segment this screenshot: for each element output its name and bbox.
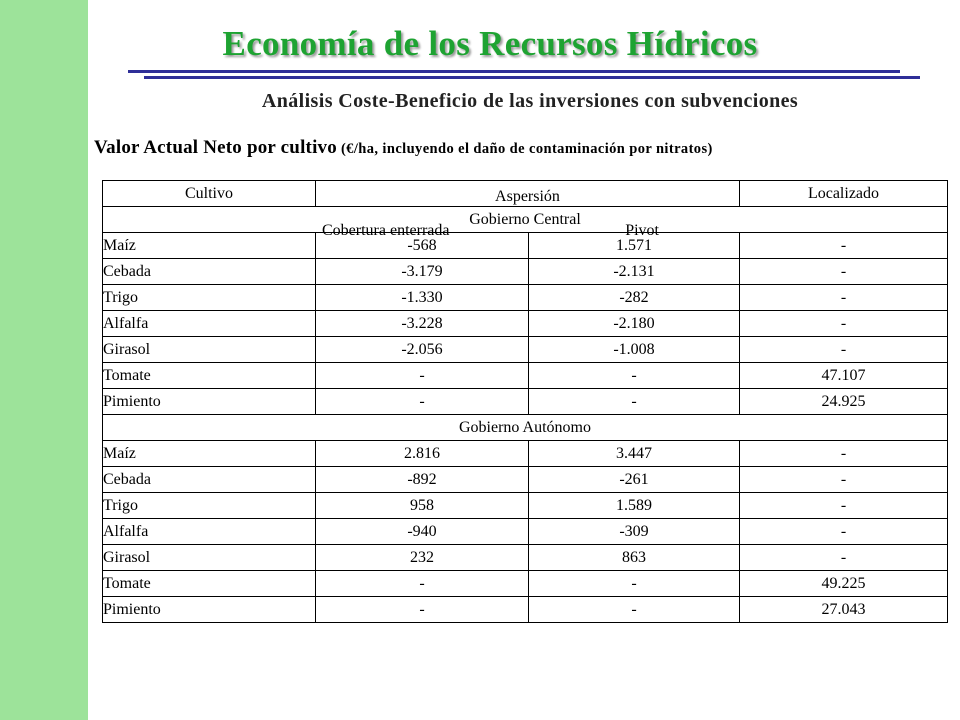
cell-pivot: 863 — [529, 545, 740, 571]
cell-localizado: - — [740, 311, 948, 337]
table-row — [103, 337, 948, 363]
cell-localizado: 27.043 — [740, 597, 948, 623]
table-row — [103, 571, 948, 597]
table-row — [103, 311, 948, 337]
cell-crop: Alfalfa — [103, 519, 316, 545]
npv-table — [102, 180, 948, 623]
title-underline-top — [128, 70, 900, 73]
table-row — [103, 441, 948, 467]
cell-pivot: - — [529, 363, 740, 389]
cell-cobertura: -3.179 — [316, 259, 529, 285]
cell-pivot: -309 — [529, 519, 740, 545]
cell-localizado: - — [740, 233, 948, 259]
cell-pivot: -1.008 — [529, 337, 740, 363]
cell-cobertura: -940 — [316, 519, 529, 545]
header-cobertura: Cobertura enterrada — [322, 222, 450, 239]
cell-pivot: -261 — [529, 467, 740, 493]
section-label: Gobierno Central — [103, 207, 948, 233]
cell-pivot: - — [529, 571, 740, 597]
cell-localizado: - — [740, 545, 948, 571]
cell-cobertura: - — [316, 597, 529, 623]
cell-cobertura: - — [316, 363, 529, 389]
table-row — [103, 363, 948, 389]
cell-crop: Cebada — [103, 467, 316, 493]
cell-cobertura: -892 — [316, 467, 529, 493]
side-decoration-bar — [0, 0, 88, 720]
cell-pivot: - — [529, 389, 740, 415]
cell-cobertura: -2.056 — [316, 337, 529, 363]
cell-pivot: 1.571 — [529, 233, 740, 259]
cell-cobertura: - — [316, 571, 529, 597]
table-row — [103, 259, 948, 285]
cell-pivot: 1.589 — [529, 493, 740, 519]
cell-crop: Tomate — [103, 363, 316, 389]
cell-localizado: - — [740, 441, 948, 467]
cell-pivot: -282 — [529, 285, 740, 311]
cell-pivot: - — [529, 597, 740, 623]
table-header-row — [103, 181, 948, 207]
cell-localizado: - — [740, 493, 948, 519]
cell-pivot: -2.180 — [529, 311, 740, 337]
page-title: Economía de los Recursos Hídricos — [222, 24, 758, 63]
cell-pivot: 3.447 — [529, 441, 740, 467]
section-label: Gobierno Autónomo — [103, 415, 948, 441]
section-row — [103, 415, 948, 441]
cell-localizado: - — [740, 285, 948, 311]
cell-cobertura: -568 — [316, 233, 529, 259]
cell-cobertura: 2.816 — [316, 441, 529, 467]
header-aspersion: Aspersión — [495, 188, 560, 205]
cell-localizado: - — [740, 259, 948, 285]
table-row — [103, 519, 948, 545]
cell-localizado: 24.925 — [740, 389, 948, 415]
cell-crop: Trigo — [103, 285, 316, 311]
cell-cobertura: - — [316, 389, 529, 415]
header-localizado: Localizado — [740, 181, 948, 207]
page-subtitle: Análisis Coste-Beneficio de las inversiones con subvenciones — [261, 90, 799, 112]
header-pivot: Pivot — [625, 222, 659, 239]
cell-pivot: -2.131 — [529, 259, 740, 285]
table-row — [103, 597, 948, 623]
cell-crop: Girasol — [103, 545, 316, 571]
cell-localizado: - — [740, 337, 948, 363]
title-underline-bottom — [144, 76, 920, 79]
cell-crop: Cebada — [103, 259, 316, 285]
table-row — [103, 493, 948, 519]
cell-localizado: 49.225 — [740, 571, 948, 597]
cell-cobertura: 958 — [316, 493, 529, 519]
table-row — [103, 545, 948, 571]
cell-localizado: - — [740, 467, 948, 493]
cell-crop: Pimiento — [103, 597, 316, 623]
header-cultivo: Cultivo — [103, 181, 316, 207]
cell-cobertura: 232 — [316, 545, 529, 571]
table-caption — [94, 137, 954, 159]
caption-main: Valor Actual Neto por cultivo — [94, 137, 337, 158]
cell-localizado: - — [740, 519, 948, 545]
cell-crop: Tomate — [103, 571, 316, 597]
cell-crop: Maíz — [103, 233, 316, 259]
cell-cobertura: -3.228 — [316, 311, 529, 337]
table-row — [103, 233, 948, 259]
cell-crop: Trigo — [103, 493, 316, 519]
table-row — [103, 285, 948, 311]
cell-cobertura: -1.330 — [316, 285, 529, 311]
cell-crop: Maíz — [103, 441, 316, 467]
table-row — [103, 467, 948, 493]
cell-crop: Alfalfa — [103, 311, 316, 337]
cell-localizado: 47.107 — [740, 363, 948, 389]
cell-crop: Girasol — [103, 337, 316, 363]
caption-detail: (€/ha, incluyendo el daño de contaminación por nitratos) — [340, 141, 713, 157]
cell-crop: Pimiento — [103, 389, 316, 415]
section-row — [103, 207, 948, 233]
table-row — [103, 389, 948, 415]
